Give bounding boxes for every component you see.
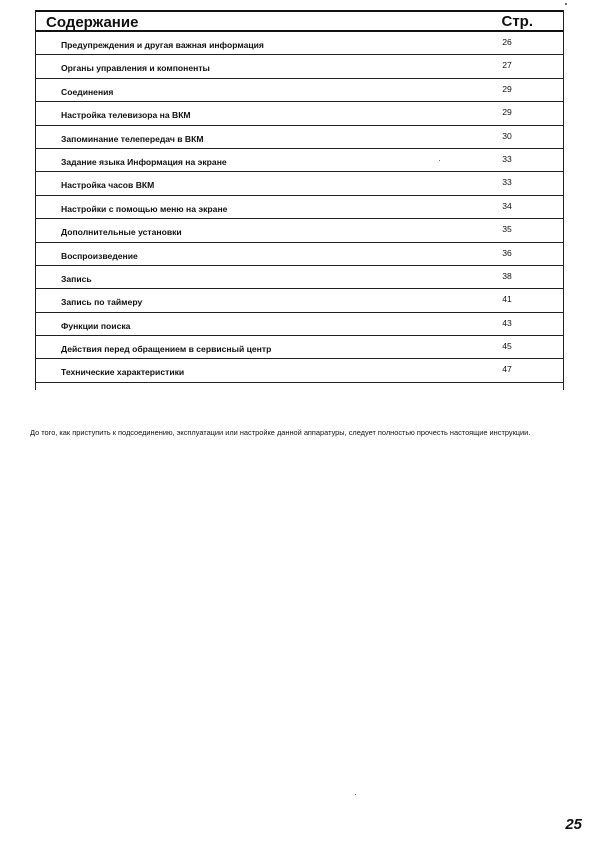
table-of-contents — [35, 10, 564, 390]
toc-row-label: Действия перед обращением в сервисный центр — [61, 344, 272, 355]
toc-row-label: Настройка часов ВКМ — [61, 180, 155, 191]
toc-row-page: 41 — [502, 294, 512, 305]
toc-row-page: 29 — [502, 83, 512, 94]
toc-row-page: 30 — [502, 130, 512, 141]
toc-row-page: 29 — [502, 107, 512, 118]
toc-list — [36, 32, 563, 383]
toc-row-label: Воспроизведение — [61, 250, 138, 261]
toc-row-label: Запоминание телепередач в ВКМ — [61, 133, 204, 144]
toc-row[interactable] — [36, 55, 563, 78]
toc-row-label: Запись по таймеру — [61, 297, 143, 308]
toc-row-label: Настройки с помощью меню на экране — [61, 203, 228, 214]
toc-row-page: 43 — [502, 317, 512, 328]
toc-row-page: 38 — [502, 270, 512, 281]
toc-row-label: Запись — [61, 273, 92, 284]
toc-row[interactable] — [36, 102, 563, 125]
toc-row[interactable] — [36, 359, 563, 382]
toc-row[interactable] — [36, 243, 563, 266]
toc-row-page: 34 — [502, 200, 512, 211]
toc-row-page: 45 — [502, 341, 512, 352]
toc-row-label: Дополнительные установки — [61, 227, 182, 238]
scan-speck — [565, 3, 567, 5]
toc-row-label: Настройка телевизора на ВКМ — [61, 110, 191, 121]
toc-row[interactable] — [36, 126, 563, 149]
toc-row[interactable] — [36, 313, 563, 336]
toc-row-label: Задание языка Информация на экране — [61, 156, 227, 167]
toc-row-label: Соединения — [61, 86, 114, 97]
toc-row-label: Предупреждения и другая важная информация — [61, 40, 264, 50]
toc-row-page: 27 — [502, 60, 512, 71]
toc-row[interactable] — [36, 196, 563, 219]
toc-row[interactable] — [36, 149, 563, 172]
toc-row[interactable] — [36, 79, 563, 102]
toc-row[interactable] — [36, 266, 563, 289]
toc-row-label: Функции поиска — [61, 320, 131, 331]
toc-row-page: 36 — [502, 247, 512, 258]
toc-row-page: 26 — [502, 37, 512, 47]
toc-row[interactable] — [36, 172, 563, 195]
toc-row-page: 47 — [502, 364, 512, 375]
toc-row-label: Органы управления и компоненты — [61, 63, 210, 74]
toc-row[interactable] — [36, 32, 563, 55]
toc-page-column-heading: Стр. — [501, 13, 533, 30]
toc-row-page: 35 — [502, 224, 512, 235]
toc-row[interactable] — [36, 289, 563, 312]
intro-notice: До того, как приступить к подсоединению, эксплуатации или настройке данной аппаратуры, следует полностью прочесть настоящие инструкции. — [30, 428, 531, 438]
page-number: 25 — [565, 816, 582, 833]
toc-row[interactable] — [36, 336, 563, 359]
scan-speck — [439, 160, 440, 161]
toc-row-page: 33 — [502, 177, 512, 188]
scan-speck — [355, 794, 356, 795]
toc-row[interactable] — [36, 219, 563, 242]
toc-row-page: 33 — [502, 153, 512, 164]
toc-row-label: Технические характеристики — [61, 367, 185, 378]
toc-title: Содержание — [46, 14, 139, 31]
toc-header — [36, 10, 563, 32]
